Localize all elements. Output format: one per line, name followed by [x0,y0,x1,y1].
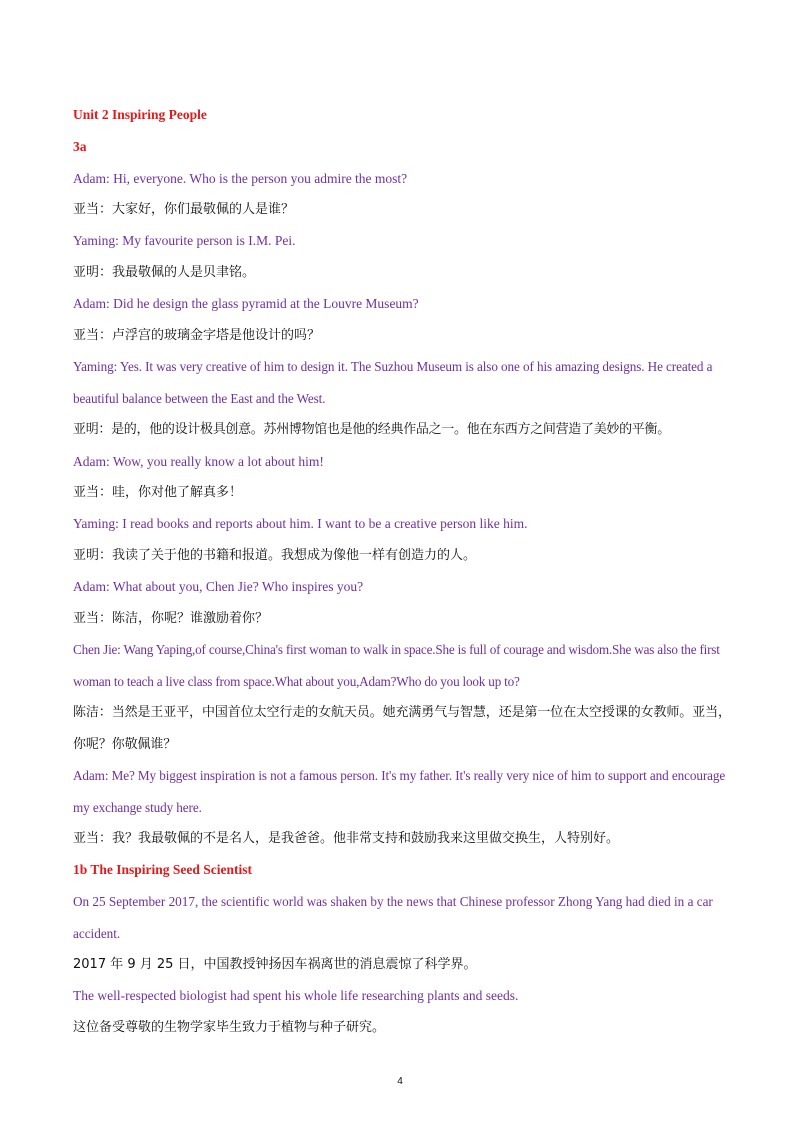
reading-zh: 这位备受尊敬的生物学家毕生致力于植物与种子研究。 [73,1020,386,1035]
dialogue-en: Adam: Wow, you really know a lot about him! [73,454,324,469]
unit-title: Unit 2 Inspiring People [73,107,207,122]
dialogue-zh: 亚当：我？我最敬佩的不是名人，是我爸爸。他非常支持和鼓励我来这里做交换生，人特别好。 [73,831,620,846]
dialogue-zh: 亚当：陈洁，你呢？谁激励着你？ [73,611,269,626]
dialogue-en: Yaming: I read books and reports about him. I want to be a creative person like him. [73,516,528,531]
dialogue-en: Adam: Hi, everyone. Who is the person you admire the most? [73,171,408,186]
dialogue-en: Adam: What about you, Chen Jie? Who inspires you? [73,579,364,594]
dialogue-en: Yaming: My favourite person is I.M. Pei. [73,233,296,248]
page-number: 4 [397,1076,403,1087]
dialogue-zh: 亚当：卢浮宫的玻璃金字塔是他设计的吗？ [73,328,321,343]
section-3a-heading: 3a [73,139,87,154]
dialogue-zh: 陈洁：当然是王亚平，中国首位太空行走的女航天员。她充满勇气与智慧，还是第一位在太空授课的女教师。亚当，你呢？你敬佩谁？ [73,705,731,752]
dialogue-zh: 亚当：大家好，你们最敬佩的人是谁？ [73,202,295,217]
dialogue-zh: 亚明：是的，他的设计极具创意。苏州博物馆也是他的经典作品之一。他在东西方之间营造了美妙的平衡。 [73,422,670,437]
reading-en: The well-respected biologist had spent his whole life researching plants and seeds. [73,988,519,1003]
reading-en: On 25 September 2017, the scientific world was shaken by the news that Chinese professor Zhong Yang had died in a car accident. [73,894,713,941]
dialogue-zh: 亚明：我最敬佩的人是贝聿铭。 [73,265,256,280]
reading-zh: 2017 年 9 月 25 日，中国教授钟扬因车祸离世的消息震惊了科学界。 [73,957,477,972]
dialogue-zh: 亚明：我读了关于他的书籍和报道。我想成为像他一样有创造力的人。 [73,548,477,563]
dialogue-zh: 亚当：哇，你对他了解真多！ [73,485,243,500]
dialogue-en: Adam: Did he design the glass pyramid at the Louvre Museum? [73,296,419,311]
dialogue-en: Adam: Me? My biggest inspiration is not a famous person. It's my father. It's really very nice of him to support and encourage my exchange study here. [73,768,726,815]
dialogue-en: Chen Jie: Wang Yaping,of course,China's first woman to walk in space.She is full of courage and wisdom.She was also the first woman to teach a live class from space.What about you,Adam?Who do you look up to? [73,642,720,689]
section-1b-heading: 1b The Inspiring Seed Scientist [73,862,253,877]
dialogue-en: Yaming: Yes. It was very creative of him to design it. The Suzhou Museum is also one of his amazing designs. He created a beautiful balance between the East and the West. [73,359,713,406]
